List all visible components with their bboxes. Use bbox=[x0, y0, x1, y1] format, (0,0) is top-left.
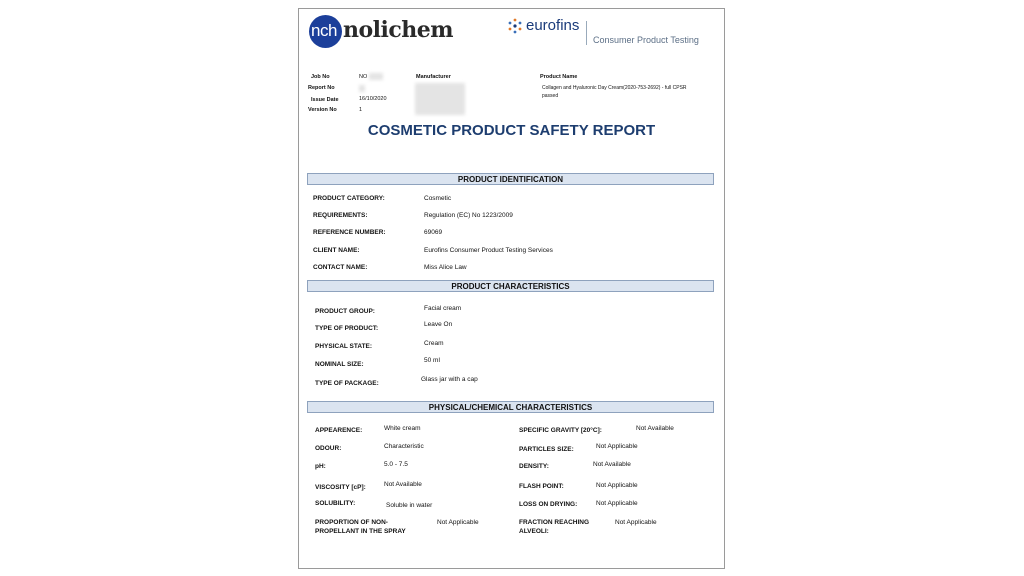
product-group-value: Facial cream bbox=[424, 305, 462, 312]
product-name-label: Product Name bbox=[540, 74, 578, 80]
job-no-label: Job No bbox=[311, 74, 330, 80]
section-physical-chemical: PHYSICAL/CHEMICAL CHARACTERISTICS bbox=[307, 401, 714, 413]
redacted-manufacturer bbox=[415, 83, 465, 115]
viscosity-label: VISCOSITY [cP]: bbox=[315, 484, 366, 491]
flash-point-value: Not Applicable bbox=[596, 482, 638, 489]
job-no-value: NO bbox=[359, 74, 368, 80]
appearance-label: APPEARENCE: bbox=[315, 427, 363, 434]
product-group-label: PRODUCT GROUP: bbox=[315, 308, 375, 315]
fraction-alveoli-label: FRACTION REACHING bbox=[519, 519, 590, 526]
contact-name-value: Miss Alice Law bbox=[424, 264, 467, 271]
contact-name-label: CONTACT NAME: bbox=[313, 264, 368, 271]
nominal-size-value: 50 ml bbox=[424, 357, 440, 364]
particles-size-value: Not Applicable bbox=[596, 443, 638, 450]
odour-value: Characteristic bbox=[384, 443, 424, 450]
client-name-label: CLIENT NAME: bbox=[313, 247, 360, 254]
ph-label: pH: bbox=[315, 463, 326, 470]
company-name: nolichem bbox=[343, 17, 454, 43]
solubility-value: Soluble in water bbox=[386, 502, 433, 509]
physical-state-label: PHYSICAL STATE: bbox=[315, 343, 373, 350]
nominal-size-label: NOMINAL SIZE: bbox=[315, 361, 364, 368]
viscosity-value: Not Available bbox=[384, 481, 422, 488]
report-page bbox=[298, 8, 725, 569]
solubility-label: SOLUBILITY: bbox=[315, 500, 356, 507]
product-name-line1: Collagen and Hyaluronic Day Cream(2020-753-2692) - full CPSR bbox=[542, 85, 687, 91]
type-of-package-label: TYPE OF PACKAGE: bbox=[315, 380, 379, 387]
product-name-line2: passed bbox=[542, 93, 559, 99]
issue-date-label: Issue Date bbox=[311, 97, 339, 103]
eurofins-dots-icon bbox=[507, 18, 523, 34]
non-propellant-value: Not Applicable bbox=[437, 519, 479, 526]
reference-number-value: 69069 bbox=[424, 229, 443, 236]
requirements-label: REQUIREMENTS: bbox=[313, 212, 368, 219]
type-of-package-value: Glass jar with a cap bbox=[421, 376, 478, 383]
report-no-label: Report No bbox=[308, 85, 335, 91]
partner-name: eurofins bbox=[526, 17, 580, 34]
version-no-value: 1 bbox=[359, 107, 363, 113]
physical-state-value: Cream bbox=[424, 340, 444, 347]
product-category-label: PRODUCT CATEGORY: bbox=[313, 195, 385, 202]
type-of-product-value: Leave On bbox=[424, 321, 453, 328]
ph-value: 5.0 - 7.5 bbox=[384, 461, 408, 468]
loss-on-drying-value: Not Applicable bbox=[596, 500, 638, 507]
manufacturer-label: Manufacturer bbox=[416, 74, 451, 80]
odour-label: ODOUR: bbox=[315, 445, 342, 452]
section-product-identification: PRODUCT IDENTIFICATION bbox=[307, 173, 714, 185]
density-label: DENSITY: bbox=[519, 463, 549, 470]
partner-subtitle: Consumer Product Testing bbox=[593, 35, 699, 45]
redacted-report-no bbox=[359, 85, 365, 92]
product-category-value: Cosmetic bbox=[424, 195, 452, 202]
client-name-value: Eurofins Consumer Product Testing Services bbox=[424, 247, 553, 254]
nch-logo-text: nch bbox=[311, 21, 337, 40]
reference-number-label: REFERENCE NUMBER: bbox=[313, 229, 386, 236]
non-propellant-label: PROPORTION OF NON- bbox=[315, 519, 388, 526]
requirements-value: Regulation (EC) No 1223/2009 bbox=[424, 212, 513, 219]
type-of-product-label: TYPE OF PRODUCT: bbox=[315, 325, 379, 332]
fraction-alveoli-label-line2: ALVEOLI: bbox=[519, 528, 549, 535]
density-value: Not Available bbox=[593, 461, 631, 468]
logo-divider bbox=[586, 21, 587, 45]
flash-point-label: FLASH POINT: bbox=[519, 483, 564, 490]
specific-gravity-label: SPECIFIC GRAVITY [20°C]: bbox=[519, 427, 602, 434]
issue-date-value: 16/10/2020 bbox=[359, 96, 387, 102]
redacted-job-no bbox=[369, 73, 383, 80]
fraction-alveoli-value: Not Applicable bbox=[615, 519, 657, 526]
loss-on-drying-label: LOSS ON DRYING: bbox=[519, 501, 578, 508]
report-title: COSMETIC PRODUCT SAFETY REPORT bbox=[367, 122, 656, 139]
specific-gravity-value: Not Available bbox=[636, 425, 674, 432]
appearance-value: White cream bbox=[384, 425, 421, 432]
particles-size-label: PARTICLES SIZE: bbox=[519, 446, 574, 453]
non-propellant-label-line2: PROPELLANT IN THE SPRAY bbox=[315, 528, 406, 535]
version-no-label: Version No bbox=[308, 107, 337, 113]
section-product-characteristics: PRODUCT CHARACTERISTICS bbox=[307, 280, 714, 292]
